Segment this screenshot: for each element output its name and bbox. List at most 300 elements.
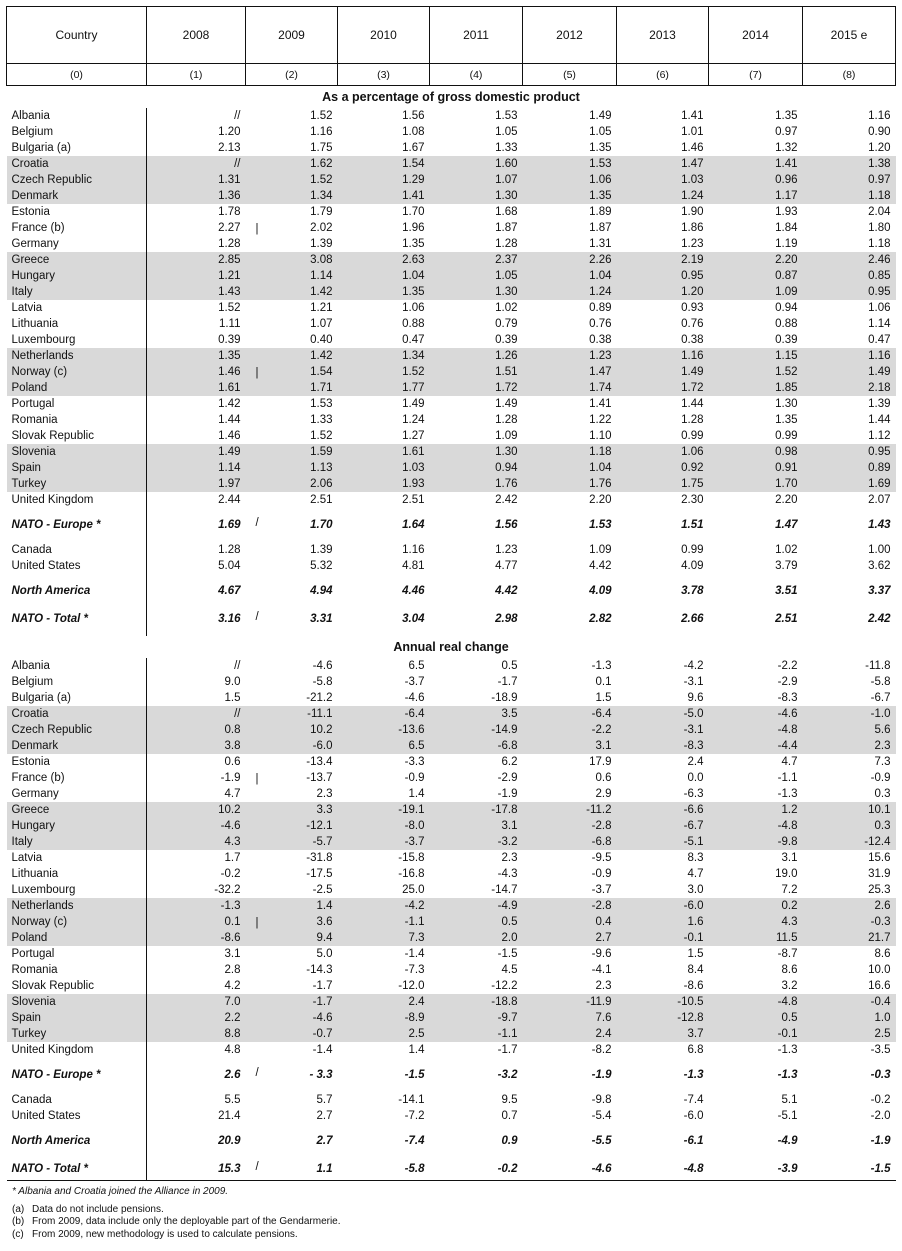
value-cell: 1.18 (868, 238, 891, 250)
value-cell: 2.5 (803, 1026, 896, 1042)
value-cell: -1.3 (147, 898, 246, 914)
country-name: Netherlands (7, 898, 147, 914)
value-cell: 4.77 (495, 560, 518, 572)
value-cell: 4.3 (709, 914, 803, 930)
table-row (7, 1108, 896, 1124)
value-cell: -32.2 (214, 884, 241, 896)
value-cell: 1.53 (310, 398, 333, 410)
value-cell: 1.43 (868, 519, 891, 531)
value-cell: -0.3 (803, 914, 896, 930)
value-cell: -1.1 (338, 914, 430, 930)
value-cell: 5.04 (218, 560, 241, 572)
value-cell: 1.49 (589, 110, 612, 122)
value-cell: -0.9 (870, 772, 891, 784)
value-cell: -9.6 (591, 948, 612, 960)
value-cell: 0.76 (681, 318, 704, 330)
country-name: North America (7, 580, 147, 602)
country-name: Bulgaria (a) (7, 690, 147, 706)
value-cell: 2.51 (775, 613, 798, 625)
value-cell: 1.33 (310, 414, 333, 426)
value-cell: 0.6 (595, 772, 612, 784)
value-cell: -6.8 (430, 738, 523, 754)
country-name: Albania (7, 108, 147, 124)
value-cell: 2.20 (709, 252, 803, 268)
value-cell: 1.30 (775, 398, 798, 410)
table-row (7, 674, 896, 690)
header-year: 2010 (338, 7, 430, 64)
country-name: Belgium (7, 674, 147, 690)
value-cell (246, 914, 338, 930)
value-cell: 1.69 (803, 476, 896, 492)
value-cell: 1.77 (338, 380, 430, 396)
value-cell: 1.02 (495, 302, 518, 314)
value-cell: -11.9 (523, 994, 617, 1010)
value-cell: 1.28 (218, 544, 241, 556)
value-cell: // (234, 110, 241, 122)
section-title-row (7, 636, 896, 658)
value-cell: -7.4 (683, 1094, 704, 1106)
value-cell: 1.47 (617, 156, 709, 172)
value-cell: 1.47 (523, 364, 617, 380)
value-cell: 1.17 (709, 188, 803, 204)
value-cell: 9.5 (501, 1094, 518, 1106)
value-cell: 2.85 (147, 252, 246, 268)
value-cell: 0.99 (681, 544, 704, 556)
value-cell: 10.2 (147, 802, 246, 818)
country-name: Croatia (7, 706, 147, 722)
value-cell: -8.9 (338, 1010, 430, 1026)
value-cell: 1.41 (338, 188, 430, 204)
value-cell: -2.2 (523, 722, 617, 738)
country-name: Canada (7, 1092, 147, 1108)
value-cell: 1.56 (495, 519, 518, 531)
value-cell: -3.7 (338, 834, 430, 850)
value-cell: -8.2 (591, 1044, 612, 1056)
value-cell: 2.66 (681, 613, 704, 625)
value-cell: -9.7 (430, 1010, 523, 1026)
value-cell: 1.16 (310, 126, 333, 138)
column-index: (7) (709, 64, 803, 86)
value-cell: 1.60 (430, 156, 523, 172)
value-cell: 5.1 (781, 1094, 798, 1106)
value-cell: -12.8 (617, 1010, 709, 1026)
value-cell: -18.9 (491, 692, 518, 704)
value-cell: -7.2 (404, 1110, 425, 1122)
footnote-text: From 2009, data include only the deployable part of the Gendarmerie. (32, 1216, 341, 1227)
country-name: Lithuania (7, 866, 147, 882)
value-cell: -4.8 (709, 994, 803, 1010)
value-cell: 2.51 (310, 494, 333, 506)
country-name: United Kingdom (7, 1042, 147, 1058)
value-cell: 0.9 (501, 1135, 518, 1147)
value-cell: 0.85 (803, 268, 896, 284)
value-cell: 2.42 (495, 494, 518, 506)
value-cell: 1.49 (803, 364, 896, 380)
value-cell: -0.7 (246, 1026, 338, 1042)
value-cell: 1.24 (402, 414, 425, 426)
value-cell: 1.75 (310, 142, 333, 154)
footnote-key: (b) (12, 1216, 25, 1227)
value-cell: 1.06 (402, 302, 425, 314)
country-name: Greece (7, 252, 147, 268)
country-name: Portugal (7, 946, 147, 962)
value-cell: 1.49 (617, 364, 709, 380)
value-cell: -9.8 (591, 1094, 612, 1106)
table-row (7, 1026, 896, 1042)
value-cell: 1.03 (338, 460, 430, 476)
column-index: (3) (338, 64, 430, 86)
value-cell: 10.0 (868, 964, 891, 976)
value-cell: -0.1 (709, 1026, 803, 1042)
value-cell: 0.47 (868, 334, 891, 346)
value-cell: -3.1 (617, 722, 709, 738)
table-row (7, 252, 896, 268)
value-cell: 1.49 (402, 398, 425, 410)
value-cell: 3.1 (430, 818, 523, 834)
value-cell: 1.33 (495, 142, 518, 154)
value-text: 1.70 (310, 519, 333, 531)
value-cell: -16.8 (398, 868, 425, 880)
table-row (7, 124, 896, 140)
value-cell: -0.9 (591, 868, 612, 880)
table-row (7, 364, 896, 380)
value-cell (246, 220, 338, 236)
value-cell: -11.2 (523, 802, 617, 818)
column-index: (1) (147, 64, 246, 86)
country-name: Estonia (7, 754, 147, 770)
value-cell: 1.32 (775, 142, 798, 154)
value-cell: -3.2 (430, 834, 523, 850)
table-row (7, 1042, 896, 1058)
value-cell: 0.97 (775, 126, 798, 138)
table-row (7, 348, 896, 364)
country-name: Latvia (7, 850, 147, 866)
series-break-mark: / (255, 1067, 259, 1079)
value-cell: -3.3 (404, 756, 425, 768)
table-row (7, 492, 896, 508)
value-cell: 3.16 (218, 613, 241, 625)
value-cell: 2.26 (523, 252, 617, 268)
value-cell: 1.20 (868, 142, 891, 154)
value-cell: 3.1 (523, 738, 617, 754)
value-cell: -8.6 (147, 930, 246, 946)
value-cell: 2.82 (589, 613, 612, 625)
value-cell: 2.19 (617, 252, 709, 268)
value-cell: 1.56 (402, 110, 425, 122)
value-cell: 1.52 (338, 364, 430, 380)
value-cell: 1.46 (147, 364, 246, 380)
value-cell: 0.47 (402, 334, 425, 346)
value-cell: -1.1 (777, 772, 798, 784)
defence-expenditure-table (6, 6, 896, 1181)
country-name: Slovenia (7, 444, 147, 460)
value-cell: -11.8 (865, 660, 891, 672)
value-cell: 1.30 (430, 444, 523, 460)
value-cell: -1.9 (220, 772, 241, 784)
value-cell: 4.94 (310, 585, 333, 597)
value-cell: -5.4 (591, 1110, 612, 1122)
value-cell: 2.42 (868, 613, 891, 625)
country-name: Romania (7, 412, 147, 428)
value-cell: 1.06 (868, 302, 891, 314)
value-cell: -1.4 (312, 1044, 333, 1056)
value-cell: -19.1 (338, 802, 430, 818)
value-cell: 5.32 (310, 560, 333, 572)
value-cell: 0.94 (775, 302, 798, 314)
value-cell: // (234, 660, 241, 672)
table-row (7, 834, 896, 850)
value-cell: -0.1 (617, 930, 709, 946)
value-cell: -4.2 (683, 660, 704, 672)
table-row (7, 204, 896, 220)
table-row (7, 396, 896, 412)
country-name: Spain (7, 460, 147, 476)
value-cell: 1.07 (430, 172, 523, 188)
table-row (7, 558, 896, 574)
country-name: Bulgaria (a) (7, 140, 147, 156)
defence-expenditure-table-container (6, 6, 895, 1181)
footnote-star: * Albania and Croatia joined the Alliance in 2009. (12, 1186, 229, 1197)
country-name: Latvia (7, 300, 147, 316)
value-cell: 2.44 (218, 494, 241, 506)
value-cell: 0.76 (589, 318, 612, 330)
value-cell: -14.3 (306, 964, 333, 976)
table-row (7, 316, 896, 332)
value-cell: 2.6 (224, 1069, 241, 1081)
value-cell: -4.6 (404, 692, 425, 704)
value-cell: 0.5 (430, 914, 523, 930)
value-cell: 0.7 (501, 1110, 518, 1122)
header-year: 2009 (246, 7, 338, 64)
value-cell: 1.28 (218, 238, 241, 250)
country-name: Netherlands (7, 348, 147, 364)
value-cell: 1.85 (709, 380, 803, 396)
country-name: Estonia (7, 204, 147, 220)
country-name: NATO - Total * (7, 1158, 147, 1181)
country-name: Belgium (7, 124, 147, 140)
value-cell: 0.79 (495, 318, 518, 330)
value-cell: 3.8 (147, 738, 246, 754)
value-cell: 20.9 (218, 1135, 241, 1147)
value-cell: 1.44 (868, 414, 891, 426)
value-cell: 1.79 (310, 206, 333, 218)
value-cell: 0.2 (709, 898, 803, 914)
value-cell: -12.2 (491, 980, 518, 992)
value-cell: 1.67 (402, 142, 425, 154)
value-cell: 1.62 (246, 156, 338, 172)
value-cell: -5.1 (617, 834, 709, 850)
value-cell: 1.28 (495, 238, 518, 250)
aggregate-row (7, 514, 896, 536)
value-cell: 1.76 (430, 476, 523, 492)
value-cell: 1.30 (430, 284, 523, 300)
value-cell: 1.76 (523, 476, 617, 492)
table-row (7, 444, 896, 460)
value-cell: 3.2 (781, 980, 798, 992)
footnote-a (12, 1204, 341, 1217)
value-cell: 1.04 (338, 268, 430, 284)
table-row (7, 738, 896, 754)
country-name: France (b) (7, 220, 147, 236)
value-cell: 8.4 (687, 964, 704, 976)
value-cell: -4.3 (497, 868, 518, 880)
value-cell: -4.6 (147, 818, 246, 834)
value-cell: -4.6 (246, 1010, 338, 1026)
value-cell: 1.06 (523, 172, 617, 188)
table-row (7, 770, 896, 786)
footnote-c (12, 1229, 341, 1242)
value-cell: 4.7 (781, 756, 798, 768)
value-cell: 4.7 (224, 788, 241, 800)
value-cell: 1.16 (803, 348, 896, 364)
value-cell: 3.04 (402, 613, 425, 625)
value-cell: 8.3 (687, 852, 704, 864)
value-cell: 1.4 (246, 898, 338, 914)
value-cell: 1.61 (338, 444, 430, 460)
value-cell: 2.7 (316, 1135, 333, 1147)
value-cell: 1.23 (681, 238, 704, 250)
value-cell: 0.95 (617, 268, 709, 284)
country-name: United States (7, 1108, 147, 1124)
value-cell: 1.23 (495, 544, 518, 556)
column-index: (8) (803, 64, 896, 86)
country-name: Denmark (7, 188, 147, 204)
table-row (7, 140, 896, 156)
value-cell: 4.81 (402, 560, 425, 572)
country-name: Germany (7, 236, 147, 252)
value-cell: 6.5 (338, 738, 430, 754)
value-cell: 1.10 (589, 430, 612, 442)
value-cell: -0.4 (803, 994, 896, 1010)
value-cell: 2.06 (246, 476, 338, 492)
value-cell: 1.6 (617, 914, 709, 930)
country-name: Spain (7, 1010, 147, 1026)
country-name: Norway (c) (7, 914, 147, 930)
country-name: Poland (7, 380, 147, 396)
value-cell: -4.8 (709, 818, 803, 834)
value-cell: 31.9 (868, 868, 891, 880)
value-cell: 0.38 (681, 334, 704, 346)
value-cell: 0.92 (617, 460, 709, 476)
header-year: 2008 (147, 7, 246, 64)
value-cell: 11.5 (709, 930, 803, 946)
value-cell: 9.6 (687, 692, 704, 704)
value-cell: 2.46 (803, 252, 896, 268)
value-cell: 1.27 (402, 430, 425, 442)
value-cell: -5.0 (617, 706, 709, 722)
value-cell: 0.98 (709, 444, 803, 460)
country-name: Italy (7, 284, 147, 300)
value-cell: 3.5 (430, 706, 523, 722)
value-cell: 1.16 (868, 110, 891, 122)
value-cell: 2.8 (224, 964, 241, 976)
value-cell: 2.04 (868, 206, 891, 218)
country-name: Hungary (7, 268, 147, 284)
value-cell: 1.31 (147, 172, 246, 188)
value-cell: -12.1 (246, 818, 338, 834)
table-row (7, 802, 896, 818)
value-cell: 1.54 (338, 156, 430, 172)
header-year: 2012 (523, 7, 617, 64)
value-cell: 2.7 (523, 930, 617, 946)
value-cell: 17.9 (589, 756, 612, 768)
value-cell: 4.09 (589, 585, 612, 597)
value-cell: -1.9 (497, 788, 518, 800)
value-text: 1.54 (310, 366, 333, 378)
table-row (7, 542, 896, 558)
value-cell: 1.44 (681, 398, 704, 410)
value-cell: 1.14 (868, 318, 891, 330)
value-cell: 1.15 (709, 348, 803, 364)
value-cell: 1.52 (310, 430, 333, 442)
table-row (7, 754, 896, 770)
value-cell: -14.7 (491, 884, 518, 896)
value-cell (246, 514, 338, 536)
value-cell: 0.94 (430, 460, 523, 476)
value-cell: 1.21 (147, 268, 246, 284)
value-cell: 1.52 (709, 364, 803, 380)
section-title-row (7, 86, 896, 109)
table-row (7, 898, 896, 914)
table-row (7, 722, 896, 738)
country-name: Portugal (7, 396, 147, 412)
value-cell: 1.64 (402, 519, 425, 531)
value-cell: 0.39 (775, 334, 798, 346)
value-cell: 2.3 (595, 980, 612, 992)
value-cell: 1.42 (218, 398, 241, 410)
value-cell: 1.86 (681, 222, 704, 234)
value-cell: -0.2 (870, 1094, 891, 1106)
table-row (7, 236, 896, 252)
value-cell: -8.7 (777, 948, 798, 960)
value-cell: -9.8 (709, 834, 803, 850)
value-cell: -4.2 (338, 898, 430, 914)
country-name: Czech Republic (7, 172, 147, 188)
series-break-mark: / (255, 1161, 259, 1173)
value-cell: 4.67 (218, 585, 241, 597)
value-cell: 1.19 (775, 238, 798, 250)
value-cell: 1.59 (246, 444, 338, 460)
footnote-b (12, 1216, 341, 1229)
value-cell: 21.4 (218, 1110, 241, 1122)
value-cell: // (147, 706, 246, 722)
table-row (7, 1092, 896, 1108)
value-cell: 1.29 (338, 172, 430, 188)
aggregate-row (7, 608, 896, 630)
value-cell: 15.3 (147, 1158, 246, 1181)
value-cell: 1.72 (617, 380, 709, 396)
value-cell: 2.07 (868, 494, 891, 506)
table-row (7, 428, 896, 444)
value-cell: 0.38 (589, 334, 612, 346)
value-cell: 1.03 (617, 172, 709, 188)
value-cell: -6.1 (683, 1135, 704, 1147)
value-cell: -5.8 (312, 676, 333, 688)
value-cell: 4.3 (147, 834, 246, 850)
country-name: Slovak Republic (7, 428, 147, 444)
table-row (7, 412, 896, 428)
value-cell: -4.6 (523, 1158, 617, 1181)
value-cell: 0.8 (147, 722, 246, 738)
country-name: Slovenia (7, 994, 147, 1010)
value-cell: 1.52 (246, 172, 338, 188)
value-cell: 1.35 (523, 188, 617, 204)
value-cell: -6.4 (523, 706, 617, 722)
value-cell: -0.2 (220, 868, 241, 880)
value-cell: -3.1 (683, 676, 704, 688)
country-name: NATO - Europe * (7, 1064, 147, 1086)
value-cell: -12.0 (398, 980, 425, 992)
